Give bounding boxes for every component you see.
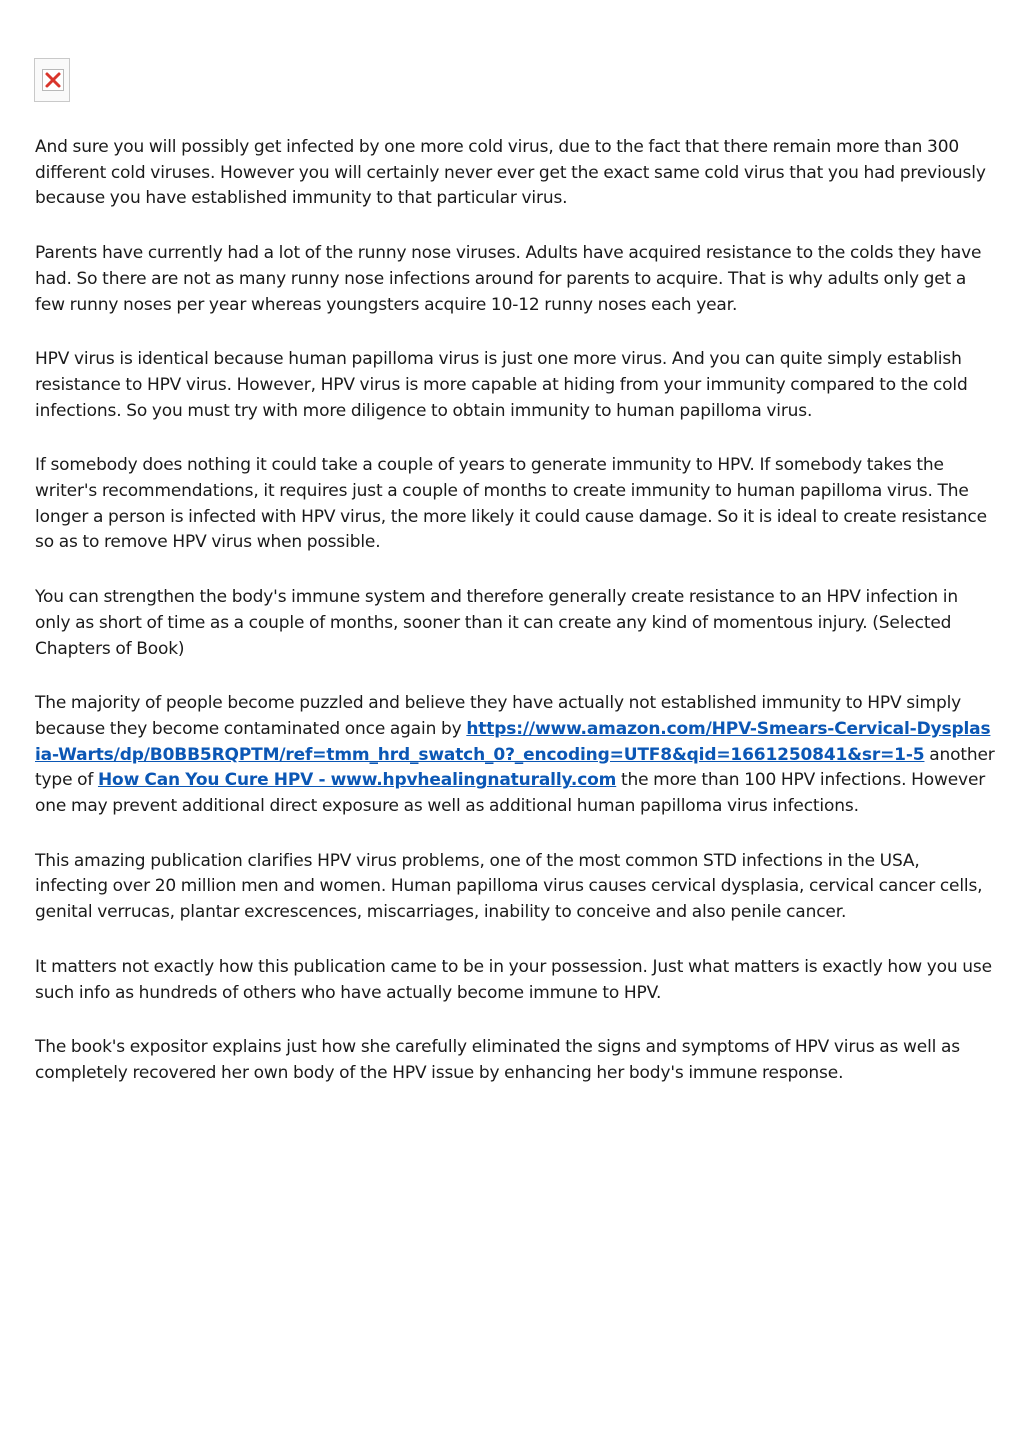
hpv-healing-link[interactable]: How Can You Cure HPV - www.hpvhealingnaturally.com (97, 770, 617, 791)
paragraph: And sure you will possibly get infected by one more cold virus, due to the fact that there remain more than 300 different cold viruses. However you will certainly never ever get the exact same cold virus that you had previously because you have established immunity to that particular virus. (35, 137, 986, 209)
amazon-book-link[interactable]: https://www.amazon.com/HPV-Smears-Cervical-Dysplasia-Warts/dp/B0BB5RQPTM/ref=tmm_hrd_swatch_0?_encoding=UTF8&qid=1661250841&sr=1-5 (35, 718, 991, 765)
paragraph-text: the more than 100 HPV infections. However one may prevent additional direct exposure as well as additional human papilloma virus infections. (35, 770, 986, 817)
paragraph: Parents have currently had a lot of the runny nose viruses. Adults have acquired resistance to the colds they have had. So there are not as many runny nose infections around for parents to acquire. That is why adults only get a few runny noses per year whereas youngsters acquire 10-12 runny noses each year. (35, 243, 982, 315)
paragraph: It matters not exactly how this publication came to be in your possession. Just what matters is exactly how you use such info as hundreds of others who have actually become immune to HPV. (35, 956, 992, 1003)
paragraph: You can strengthen the body's immune system and therefore generally create resistance to an HPV infection in only as short of time as a couple of months, sooner than it can create any kind of momentous injury. (Selected Chapters of Book) (35, 587, 958, 659)
paragraph: The book's expositor explains just how she carefully eliminated the signs and symptoms of HPV virus as well as completely recovered her own body of the HPV issue by enhancing her body's immune response. (35, 1037, 960, 1083)
paragraph: If somebody does nothing it could take a couple of years to generate immunity to HPV. If somebody takes the writer's recommendations, it requires just a couple of months to create immunity to human papilloma virus. The longer a person is infected with HPV virus, the more likely it could cause damage. So it is ideal to create resistance so as to remove HPV virus when possible. (35, 455, 987, 553)
broken-image-placeholder (34, 58, 70, 102)
paragraph-text: The majority of people become puzzled and believe they have actually not established immunity to HPV simply because they become contaminated once again by (35, 693, 962, 739)
paragraph: HPV virus is identical because human papilloma virus is just one more virus. And you can quite simply establish resistance to HPV virus. However, HPV virus is more capable at hiding from your immunity compared to the cold infections. So you must try with more diligence to obtain immunity to human papilloma virus. (35, 349, 968, 421)
paragraph-text: another type of (35, 744, 995, 791)
paragraph: This amazing publication clarifies HPV virus problems, one of the most common STD infections in the USA, infecting over 20 million men and women. Human papilloma virus causes cervical dysplasia, cervical cancer cells, genital verrucas, plantar excrescences, miscarriages, inability to conceive and also penile cancer. (35, 850, 983, 923)
paragraph-with-links (35, 691, 995, 820)
article-body (35, 135, 995, 1116)
